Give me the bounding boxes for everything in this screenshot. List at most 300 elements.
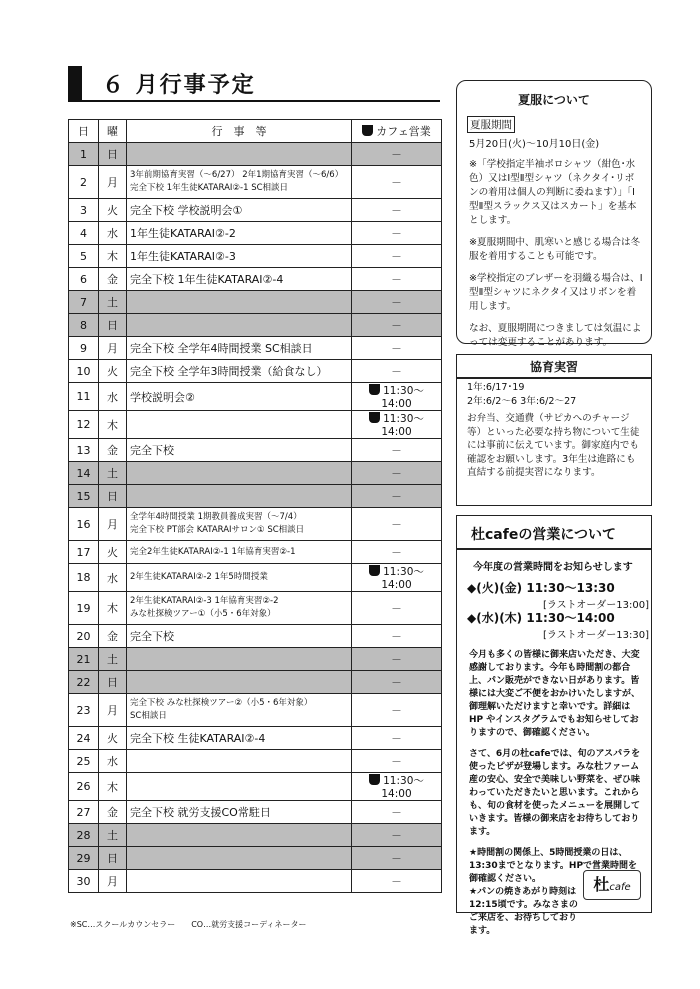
weekday-label: 水	[107, 571, 118, 585]
cafe-divider	[457, 548, 651, 550]
cafe-cell	[352, 564, 442, 592]
weekday-cell	[99, 870, 127, 893]
cafe-cell	[352, 727, 442, 750]
event-cell	[127, 291, 352, 314]
event-text: 2年生徒KATARAI②-3 1年協育実習②-2 みな杜探検ツアー①（小5・6年対象）	[130, 596, 279, 619]
event-cell	[127, 360, 352, 383]
table-row	[69, 462, 442, 485]
summer-uniform-box	[456, 80, 652, 348]
weekday-cell	[99, 625, 127, 648]
weekday-label: 日	[107, 490, 118, 503]
event-cell	[127, 245, 352, 268]
event-cell	[127, 625, 352, 648]
table-row	[69, 291, 442, 314]
title-block-marker	[68, 66, 82, 102]
cafe-cup-icon	[369, 565, 380, 576]
cafe-hours: －	[391, 755, 402, 768]
day-cell	[69, 508, 99, 541]
day-number: 22	[76, 675, 91, 689]
cafe-cell	[352, 314, 442, 337]
cafe-cell	[352, 462, 442, 485]
summer-title: 夏服について	[518, 93, 590, 107]
event-cell	[127, 411, 352, 439]
day-number: 4	[80, 226, 87, 240]
summer-period-tag: 夏服期間	[467, 116, 515, 133]
weekday-label: 月	[107, 875, 118, 888]
cafe-hours: －	[391, 806, 402, 819]
event-cell	[127, 824, 352, 847]
cafe-cell	[352, 291, 442, 314]
day-cell	[69, 564, 99, 592]
event-text: 完全下校 全学年4時間授業 SC相談日	[130, 342, 313, 355]
weekday-label: 水	[107, 755, 118, 768]
header-cafe	[352, 120, 442, 143]
day-cell	[69, 773, 99, 801]
event-text: 完全下校	[130, 444, 174, 457]
day-cell	[69, 383, 99, 411]
cafe-hours: －	[391, 732, 402, 745]
weekday-cell	[99, 485, 127, 508]
day-cell	[69, 870, 99, 893]
cafe-hours: 11:30～14:00	[381, 413, 424, 438]
cafe-hours: －	[391, 676, 402, 689]
weekday-label: 木	[107, 780, 118, 794]
kyoiku-line-2: 2年:6/2～6 3年:6/2～27	[467, 395, 577, 407]
table-row	[69, 625, 442, 648]
cafe-intro: 今年度の営業時間をお知らせします	[473, 562, 633, 573]
weekday-cell	[99, 143, 127, 166]
day-cell	[69, 166, 99, 199]
cafe-hours: －	[391, 704, 402, 717]
weekday-cell	[99, 291, 127, 314]
weekday-label: 火	[107, 546, 118, 559]
weekday-cell	[99, 439, 127, 462]
cafe-hours: －	[391, 365, 402, 378]
day-cell	[69, 824, 99, 847]
cafe-hours: －	[391, 204, 402, 217]
table-row	[69, 485, 442, 508]
cafe-hours: －	[391, 148, 402, 161]
kyoiku-title: 協育実習	[529, 360, 578, 374]
cafe-hours: －	[391, 653, 402, 666]
weekday-label: 火	[107, 365, 118, 378]
event-text: 3年前期協育実習（～6/27） 2年1期協育実習（～6/6） 完全下校 1年生徒KATARAI②-1 SC相談日	[130, 170, 344, 193]
table-row	[69, 824, 442, 847]
table-row	[69, 383, 442, 411]
day-cell	[69, 360, 99, 383]
event-cell	[127, 847, 352, 870]
cafe-cup-icon	[369, 384, 380, 395]
event-cell	[127, 870, 352, 893]
weekday-label: 木	[107, 250, 118, 263]
day-cell	[69, 462, 99, 485]
event-text: 2年生徒KATARAI②-2 1年5時間授業	[130, 572, 268, 582]
day-number: 14	[76, 466, 91, 480]
event-cell	[127, 485, 352, 508]
event-text: 完全下校 全学年3時間授業（給食なし）	[130, 365, 328, 378]
event-cell	[127, 750, 352, 773]
cafe-logo-sub: cafe	[609, 882, 631, 893]
day-number: 7	[80, 295, 87, 309]
weekday-label: 土	[107, 829, 118, 842]
weekday-cell	[99, 360, 127, 383]
table-header-row	[69, 120, 442, 143]
cafe-cell	[352, 801, 442, 824]
cafe-hours: －	[391, 490, 402, 503]
event-cell	[127, 694, 352, 727]
cafe-hours-2: ◆(水)(木) 11:30～14:00	[467, 611, 615, 625]
cafe-hours: －	[391, 602, 402, 615]
event-cell	[127, 143, 352, 166]
weekday-cell	[99, 411, 127, 439]
cafe-hours: 11:30～14:00	[381, 566, 424, 591]
weekday-label: 日	[107, 676, 118, 689]
day-number: 28	[76, 828, 91, 842]
cafe-paragraph-4: ★パンの焼きあがり時刻は12:15頃です。みなさまのご来店を、お待ちしております。	[469, 887, 578, 936]
cafe-cell	[352, 199, 442, 222]
table-row	[69, 314, 442, 337]
weekday-label: 木	[107, 418, 118, 432]
cafe-cup-icon	[369, 412, 380, 423]
table-row	[69, 268, 442, 291]
cafe-cell	[352, 625, 442, 648]
cafe-cell	[352, 143, 442, 166]
day-number: 3	[80, 203, 87, 217]
weekday-cell	[99, 694, 127, 727]
day-number: 1	[80, 147, 87, 161]
event-cell	[127, 222, 352, 245]
cafe-hours: －	[391, 319, 402, 332]
cafe-cell	[352, 648, 442, 671]
table-row	[69, 648, 442, 671]
title-underline	[82, 100, 440, 102]
day-number: 21	[76, 652, 91, 666]
weekday-label: 日	[107, 148, 118, 161]
cafe-cell	[352, 337, 442, 360]
cafe-cell	[352, 694, 442, 727]
weekday-label: 火	[107, 204, 118, 217]
weekday-cell	[99, 383, 127, 411]
weekday-cell	[99, 564, 127, 592]
weekday-cell	[99, 222, 127, 245]
weekday-label: 水	[107, 227, 118, 240]
weekday-label: 水	[107, 390, 118, 404]
event-cell	[127, 508, 352, 541]
weekday-cell	[99, 199, 127, 222]
table-row	[69, 671, 442, 694]
weekday-cell	[99, 750, 127, 773]
cafe-paragraph-3: ★時間割の関係上、5時間授業の日は、13:30までとなります。HPで営業時間を御確認ください。	[469, 848, 638, 884]
event-cell	[127, 801, 352, 824]
table-row	[69, 337, 442, 360]
day-cell	[69, 411, 99, 439]
cafe-hours: －	[391, 630, 402, 643]
event-cell	[127, 564, 352, 592]
cafe-cup-icon	[369, 774, 380, 785]
table-row	[69, 694, 442, 727]
day-cell	[69, 337, 99, 360]
weekday-cell	[99, 245, 127, 268]
table-row	[69, 801, 442, 824]
kyoiku-divider	[457, 377, 651, 379]
weekday-cell	[99, 268, 127, 291]
cafe-hours: －	[391, 852, 402, 865]
cafe-hours: －	[391, 467, 402, 480]
table-row	[69, 847, 442, 870]
day-cell	[69, 625, 99, 648]
cafe-hours: －	[391, 829, 402, 842]
day-number: 11	[76, 390, 91, 403]
event-text: 完全2年生徒KATARAI②-1 1年協育実習②-1	[130, 546, 296, 557]
event-cell	[127, 383, 352, 411]
table-row	[69, 245, 442, 268]
weekday-label: 月	[107, 704, 118, 717]
day-number: 19	[76, 601, 91, 615]
cafe-cup-icon	[362, 125, 373, 136]
page-header	[68, 66, 440, 102]
cafe-hours: －	[391, 250, 402, 263]
event-cell	[127, 727, 352, 750]
day-number: 23	[76, 703, 91, 717]
cafe-hours: －	[391, 518, 402, 531]
weekday-label: 日	[107, 852, 118, 865]
cafe-cell	[352, 485, 442, 508]
summer-note-4: なお、夏服期間につきましては気温によっては変更することがあります。	[469, 323, 642, 348]
table-row	[69, 750, 442, 773]
day-cell	[69, 671, 99, 694]
day-number: 15	[76, 489, 91, 503]
kyoiku-box	[456, 354, 652, 506]
event-text: 1年生徒KATARAI②-2	[130, 227, 236, 240]
day-cell	[69, 222, 99, 245]
day-number: 17	[76, 545, 91, 559]
summer-period: 5月20日(火)～10月10日(金)	[469, 139, 600, 150]
weekday-cell	[99, 727, 127, 750]
kyoiku-body	[467, 381, 643, 480]
event-text: 1年生徒KATARAI②-3	[130, 250, 236, 263]
event-text: 学校説明会②	[130, 390, 195, 404]
cafe-hours-1: ◆(火)(金) 11:30～13:30	[467, 581, 615, 595]
cafe-hours: －	[391, 342, 402, 355]
event-cell	[127, 199, 352, 222]
cafe-hours: －	[391, 875, 402, 888]
day-cell	[69, 439, 99, 462]
day-number: 25	[76, 754, 91, 768]
day-number: 12	[76, 418, 91, 431]
day-number: 9	[80, 341, 87, 355]
event-cell	[127, 648, 352, 671]
cafe-cell	[352, 847, 442, 870]
weekday-cell	[99, 541, 127, 564]
cafe-cell	[352, 592, 442, 625]
header-cafe-label: カフェ営業	[376, 125, 431, 138]
page-title: ６ 月行事予定	[102, 73, 256, 98]
schedule-table	[68, 119, 442, 893]
cafe-cell	[352, 268, 442, 291]
event-cell	[127, 314, 352, 337]
day-number: 13	[76, 443, 91, 457]
day-cell	[69, 727, 99, 750]
weekday-cell	[99, 648, 127, 671]
day-cell	[69, 847, 99, 870]
kyoiku-text: お弁当、交通費（サピカへのチャージ等）といった必要な持ち物について生徒には事前に伝えています。御家庭内でも確認をお願いします。3年生は進路にも直結する前提実習になります。	[467, 413, 640, 478]
cafe-logo-mark: 杜	[593, 875, 610, 894]
table-row	[69, 411, 442, 439]
cafe-paragraph-2: さて、6月の杜cafeでは、旬のアスパラを使ったピザが登場します。みな杜ファーム産の安心、安全で美味しい野菜を、ぜひ味わっていただきたいと思います。これからも、旬の食材を使ったメニューを展開していきます。皆様の御来店をお待ちしております。	[469, 749, 641, 837]
day-number: 8	[80, 318, 87, 332]
weekday-label: 火	[107, 732, 118, 745]
header-weekday: 曜	[99, 120, 127, 143]
day-number: 30	[76, 874, 91, 888]
weekday-cell	[99, 508, 127, 541]
day-number: 24	[76, 731, 91, 745]
cafe-hours: 11:30～14:00	[381, 775, 424, 800]
day-cell	[69, 541, 99, 564]
table-row	[69, 222, 442, 245]
cafe-cell	[352, 541, 442, 564]
table-row	[69, 439, 442, 462]
weekday-label: 金	[107, 630, 118, 643]
cafe-cell	[352, 245, 442, 268]
cafe-cell	[352, 824, 442, 847]
cafe-paragraph-1: 今月も多くの皆様に御来店いただき、大変感謝しております。今年も時間割の都合上、パン販売ができない日があります。皆様には大変ご不便をおかけいたしますが、御理解いただけますと幸いです。詳細は HP やインスタグラムでもお知らせしておりますので、御確認ください。	[469, 650, 641, 738]
event-cell	[127, 268, 352, 291]
weekday-label: 土	[107, 653, 118, 666]
event-text: 完全下校 生徒KATARAI②-4	[130, 732, 266, 745]
weekday-label: 月	[107, 342, 118, 355]
event-text: 完全下校	[130, 630, 174, 643]
event-text: 完全下校 就労支援CO常駐日	[130, 806, 271, 819]
event-cell	[127, 592, 352, 625]
day-number: 16	[76, 517, 91, 531]
table-row	[69, 870, 442, 893]
weekday-cell	[99, 166, 127, 199]
cafe-hours: －	[391, 227, 402, 240]
table-row	[69, 564, 442, 592]
cafe-hours: －	[391, 273, 402, 286]
cafe-cell	[352, 166, 442, 199]
cafe-last-order-2: [ラストオーダー13:30]	[543, 630, 650, 641]
event-cell	[127, 337, 352, 360]
weekday-label: 金	[107, 806, 118, 819]
table-row	[69, 508, 442, 541]
cafe-hours: －	[391, 296, 402, 309]
cafe-cell	[352, 411, 442, 439]
weekday-cell	[99, 337, 127, 360]
table-row	[69, 773, 442, 801]
day-cell	[69, 485, 99, 508]
day-cell	[69, 592, 99, 625]
event-text: 完全下校 みな杜探検ツアー②（小5・6年対象） SC相談日	[130, 698, 313, 721]
weekday-cell	[99, 592, 127, 625]
event-cell	[127, 541, 352, 564]
event-text: 完全下校 学校説明会①	[130, 204, 243, 217]
day-number: 6	[80, 272, 87, 286]
event-cell	[127, 671, 352, 694]
weekday-label: 木	[107, 602, 118, 615]
day-number: 20	[76, 629, 91, 643]
weekday-label: 土	[107, 296, 118, 309]
event-cell	[127, 439, 352, 462]
table-row	[69, 143, 442, 166]
day-number: 29	[76, 851, 91, 865]
weekday-cell	[99, 847, 127, 870]
day-number: 2	[80, 175, 87, 189]
weekday-cell	[99, 801, 127, 824]
summer-note-2: ※夏服期間中、肌寒いと感じる場合は冬服を着用することも可能です。	[469, 237, 641, 262]
cafe-hours: 11:30～14:00	[381, 385, 424, 410]
event-cell	[127, 166, 352, 199]
cafe-hours: －	[391, 546, 402, 559]
weekday-label: 月	[107, 176, 118, 189]
cafe-hours: －	[391, 176, 402, 189]
cafe-cell	[352, 870, 442, 893]
kyoiku-line-1: 1年:6/17･19	[467, 382, 525, 393]
cafe-last-order-1: [ラストオーダー13:00]	[543, 600, 650, 611]
header-day: 日	[69, 120, 99, 143]
weekday-cell	[99, 773, 127, 801]
day-cell	[69, 314, 99, 337]
cafe-cell	[352, 773, 442, 801]
cafe-cell	[352, 222, 442, 245]
day-cell	[69, 199, 99, 222]
day-cell	[69, 750, 99, 773]
event-cell	[127, 773, 352, 801]
cafe-cell	[352, 508, 442, 541]
table-row	[69, 199, 442, 222]
day-cell	[69, 801, 99, 824]
day-number: 18	[76, 571, 91, 584]
weekday-label: 日	[107, 319, 118, 332]
day-number: 27	[76, 805, 91, 819]
day-cell	[69, 291, 99, 314]
summer-note-3: ※学校指定のブレザーを羽織る場合は、Ⅰ型Ⅱ型シャツにネクタイ又はリボンを着用します。	[469, 273, 643, 312]
day-number: 10	[76, 364, 91, 378]
weekday-cell	[99, 314, 127, 337]
weekday-label: 月	[107, 518, 118, 531]
table-row	[69, 727, 442, 750]
event-text: 全学年4時間授業 1期教員養成実習（～7/4） 完全下校 PT部会 KATARAIサロン① SC相談日	[130, 512, 305, 535]
cafe-cell	[352, 360, 442, 383]
weekday-cell	[99, 671, 127, 694]
cafe-cell	[352, 750, 442, 773]
table-row	[69, 166, 442, 199]
header-events: 行 事 等	[127, 120, 352, 143]
day-number: 26	[76, 780, 91, 793]
table-row	[69, 360, 442, 383]
cafe-hours: －	[391, 444, 402, 457]
event-text: 完全下校 1年生徒KATARAI②-4	[130, 273, 284, 286]
day-cell	[69, 245, 99, 268]
cafe-cell	[352, 383, 442, 411]
day-number: 5	[80, 249, 87, 263]
weekday-cell	[99, 824, 127, 847]
weekday-label: 金	[107, 273, 118, 286]
cafe-cell	[352, 439, 442, 462]
day-cell	[69, 268, 99, 291]
cafe-logo	[583, 870, 641, 900]
weekday-cell	[99, 462, 127, 485]
weekday-label: 金	[107, 444, 118, 457]
summer-note-1: ※「学校指定半袖ポロシャツ（紺色･水色）又はⅠ型Ⅱ型シャツ（ネクタイ･リボンの着用は個人の判断に委ねます）」「Ⅰ型Ⅱ型スラックス又はスカート」を基本とします。	[469, 159, 637, 226]
cafe-title: 杜cafeの営業について	[471, 527, 617, 543]
weekday-label: 土	[107, 467, 118, 480]
day-cell	[69, 143, 99, 166]
table-row	[69, 541, 442, 564]
day-cell	[69, 694, 99, 727]
cafe-box	[456, 515, 652, 936]
day-cell	[69, 648, 99, 671]
